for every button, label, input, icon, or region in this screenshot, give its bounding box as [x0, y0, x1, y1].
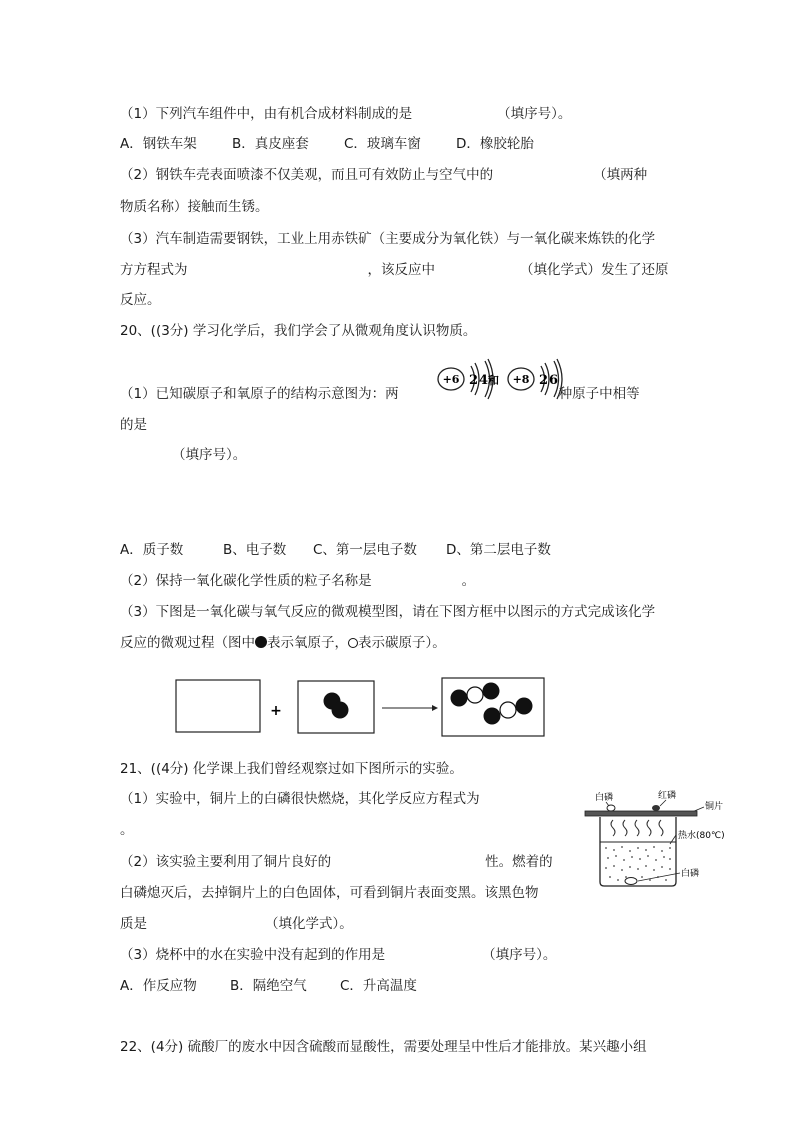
- oxygen-atom-icon: [255, 636, 267, 648]
- option-a: A．钢铁车架: [120, 136, 197, 152]
- copper-plate-icon: [585, 811, 697, 816]
- q21-header: 21、((4分) 化学课上我们曾经观察过如下图所示的实验。: [120, 761, 463, 777]
- oxygen-nucleus-label: +8: [512, 373, 530, 386]
- carbon-atom-icon: [348, 638, 358, 648]
- option-a: A．质子数: [120, 542, 184, 558]
- submerged-white-phosphorus-icon: [625, 878, 637, 885]
- oxygen-atom-icon: [516, 698, 533, 715]
- carbon-atom-icon: [500, 702, 516, 718]
- empty-answer-box: [176, 680, 260, 732]
- q20-part1-cont: 的是: [120, 417, 147, 433]
- q19-part3-cont: 方方程式为 ，该反应中 （填化学式）发生了还原: [120, 262, 669, 278]
- q20-part2: （2）保持一氧化碳化学性质的粒子名称是 。: [120, 573, 476, 589]
- q21-part2: （2）该实验主要利用了铜片良好的 性。燃着的: [120, 854, 553, 870]
- option-a: A．作反应物: [120, 978, 197, 994]
- atom-structure-diagram: [430, 358, 575, 410]
- oxygen-atom-icon: [332, 702, 349, 719]
- reaction-model-diagram: [170, 674, 550, 742]
- q19-part1: （1）下列汽车组件中，由有机合成材料制成的是 （填序号）。: [120, 106, 572, 122]
- copper-plate-label: 铜片: [705, 802, 724, 812]
- red-phosphorus-label: 红磷: [658, 791, 677, 801]
- q19-part2: （2）钢铁车壳表面喷漆不仅美观，而且可有效防止与空气中的 （填两种: [120, 167, 648, 183]
- carbon-nucleus-label: +6: [442, 373, 460, 386]
- option-b: B．隔绝空气: [230, 978, 307, 994]
- q22-header: 22、(4分) 硫酸厂的废水中因含硫酸而显酸性，需要处理呈中性后才能排放。某兴趣小组: [120, 1039, 647, 1055]
- white-phosphorus-label-2: 白磷: [681, 869, 700, 879]
- q19-part2-cont: 物质名称）接触而生锈。: [120, 199, 269, 215]
- option-b: B．真皮座套: [232, 136, 309, 152]
- option-c: C．玻璃车窗: [344, 136, 421, 152]
- beaker-experiment-figure: [580, 786, 730, 891]
- q21-part3: （3）烧杯中的水在实验中没有起到的作用是 （填序号）。: [120, 947, 557, 963]
- option-c: C．升高温度: [340, 978, 417, 994]
- red-phosphorus-icon: [652, 805, 660, 811]
- q21-part1-end: 。: [120, 822, 134, 838]
- white-phosphorus-icon: [607, 805, 615, 811]
- white-phosphorus-label: 白磷: [595, 793, 614, 803]
- option-c: C、第一层电子数: [313, 542, 417, 558]
- arrow-head-icon: [432, 705, 438, 711]
- hot-water-label: 热水(80℃): [678, 831, 725, 841]
- q20-header: 20、((3分) 学习化学后，我们学会了从微观角度认识物质。: [120, 323, 477, 339]
- q20-part1: （1）已知碳原子和氧原子的结构示意图为：两 种原子中相等: [120, 386, 640, 402]
- q19-part3-end: 反应。: [120, 292, 161, 308]
- connector-label: 和: [488, 374, 499, 387]
- q20-options: [120, 540, 551, 560]
- q19-part3: （3）汽车制造需要钢铁，工业上用赤铁矿（主要成分为氧化铁）与一氧化碳来炼铁的化学: [120, 231, 656, 247]
- plus-sign: +: [270, 703, 282, 719]
- oxygen-shell1: 2: [539, 373, 549, 388]
- oxygen-shell2: 6: [549, 373, 559, 388]
- carbon-atom-icon: [467, 687, 483, 703]
- carbon-shell2: 4: [479, 373, 489, 388]
- q21-part2-cont: 白磷熄灭后，去掉铜片上的白色固体，可看到铜片表面变黑。该黑色物: [120, 885, 539, 901]
- option-d: D、第二层电子数: [446, 542, 551, 558]
- q21-options: [120, 976, 417, 996]
- q19-options: [120, 134, 534, 154]
- carbon-shell1: 2: [469, 373, 479, 388]
- q20-part3: （3）下图是一氧化碳与氧气反应的微观模型图，请在下图方框中以图示的方式完成该化学: [120, 604, 656, 620]
- q20-part3-cont: 反应的微观过程（图中 表示氧原子， 表示碳原子）。: [120, 635, 446, 651]
- q20-part1-fill: （填序号）。: [172, 447, 247, 463]
- oxygen-atom-icon: [483, 683, 500, 700]
- option-b: B、电子数: [223, 542, 287, 558]
- option-d: D．橡胶轮胎: [456, 136, 534, 152]
- q21-part1: （1）实验中，铜片上的白磷很快燃烧，其化学反应方程式为: [120, 791, 480, 807]
- q21-part2-end: 质是 （填化学式）。: [120, 916, 353, 932]
- oxygen-atom-icon: [484, 708, 501, 725]
- oxygen-atom-icon: [451, 690, 468, 707]
